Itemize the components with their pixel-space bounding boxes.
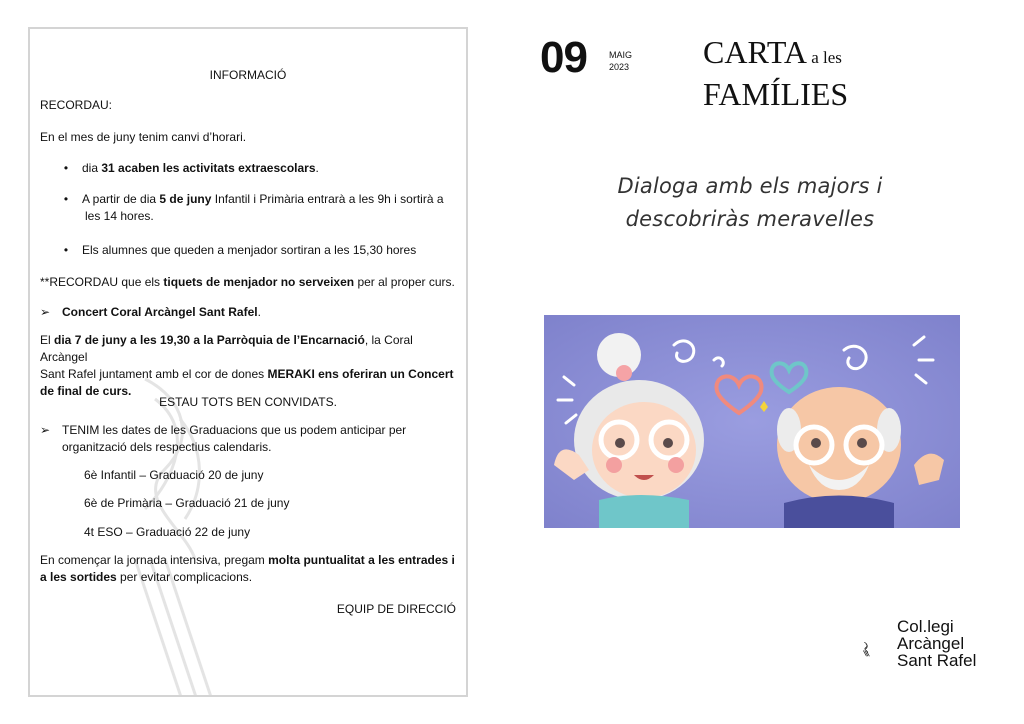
bullet-horari: A partir de dia 5 de juny Infantil i Primària entrarà a les 9h i sortirà a les 14 hores. [82,192,444,223]
bullet-extraescolars: dia 31 acaben les activitats extraescolars. [82,161,319,175]
issue-date: MAIG 2023 [609,50,633,72]
graduacio-primaria: 6è de Primària – Graduació 21 de juny [84,496,290,510]
quote: Dialoga amb els majors i descobriràs meravelles [617,174,883,231]
graduacions-intro: TENIM les dates de les Graduacions que us podem anticipar per organització dels respectius calendaris. [62,423,407,454]
bullet-menjador: Els alumnes que queden a menjador sortiran a les 15,30 hores [82,243,417,257]
graduacio-eso: 4t ESO – Graduació 22 de juny [84,525,251,539]
convidats-text: ESTAU TOTS BEN CONVIDATS. [159,395,337,409]
issue-number: 09 [540,33,587,82]
bullet-dot: • [63,192,69,206]
jornada-note: En començar la jornada intensiva, pregam molta puntualitat a les entrades i a les sortides per evitar complicacions. [40,553,455,584]
concert-title: Concert Coral Arcàngel Sant Rafel. [62,305,261,319]
tiquets-note: **RECORDAU que els tiquets de menjador no serveixen per al proper curs. [40,275,455,289]
recordau-label: RECORDAU: [40,98,113,112]
info-panel [28,27,468,697]
info-title: INFORMACIÓ [209,68,287,82]
schedule-intro: En el mes de juny tenim canvi d’horari. [40,130,247,144]
graduacio-infantil: 6è Infantil – Graduació 20 de juny [84,468,264,482]
concert-description: El dia 7 de juny a les 19,30 a la Parròquia de l’Encarnació, la Coral Arcàngel Sant Rafel juntament amb el cor de dones MERAKI ens oferiran un Concert de final de curs. [40,333,454,398]
bullet-dot: • [63,161,69,175]
grandparents-illustration [544,315,960,528]
page-title: CARTA a les FAMÍLIES [703,34,849,112]
bullet-dot: • [63,243,69,257]
signature: EQUIP DE DIRECCIÓ [336,602,456,616]
school-logo-icon [862,616,896,682]
school-name: Col.legi Arcàngel Sant Rafel [897,617,977,670]
arrow-bullet-icon: ➢ [40,423,51,437]
arrow-bullet-icon: ➢ [40,305,51,319]
